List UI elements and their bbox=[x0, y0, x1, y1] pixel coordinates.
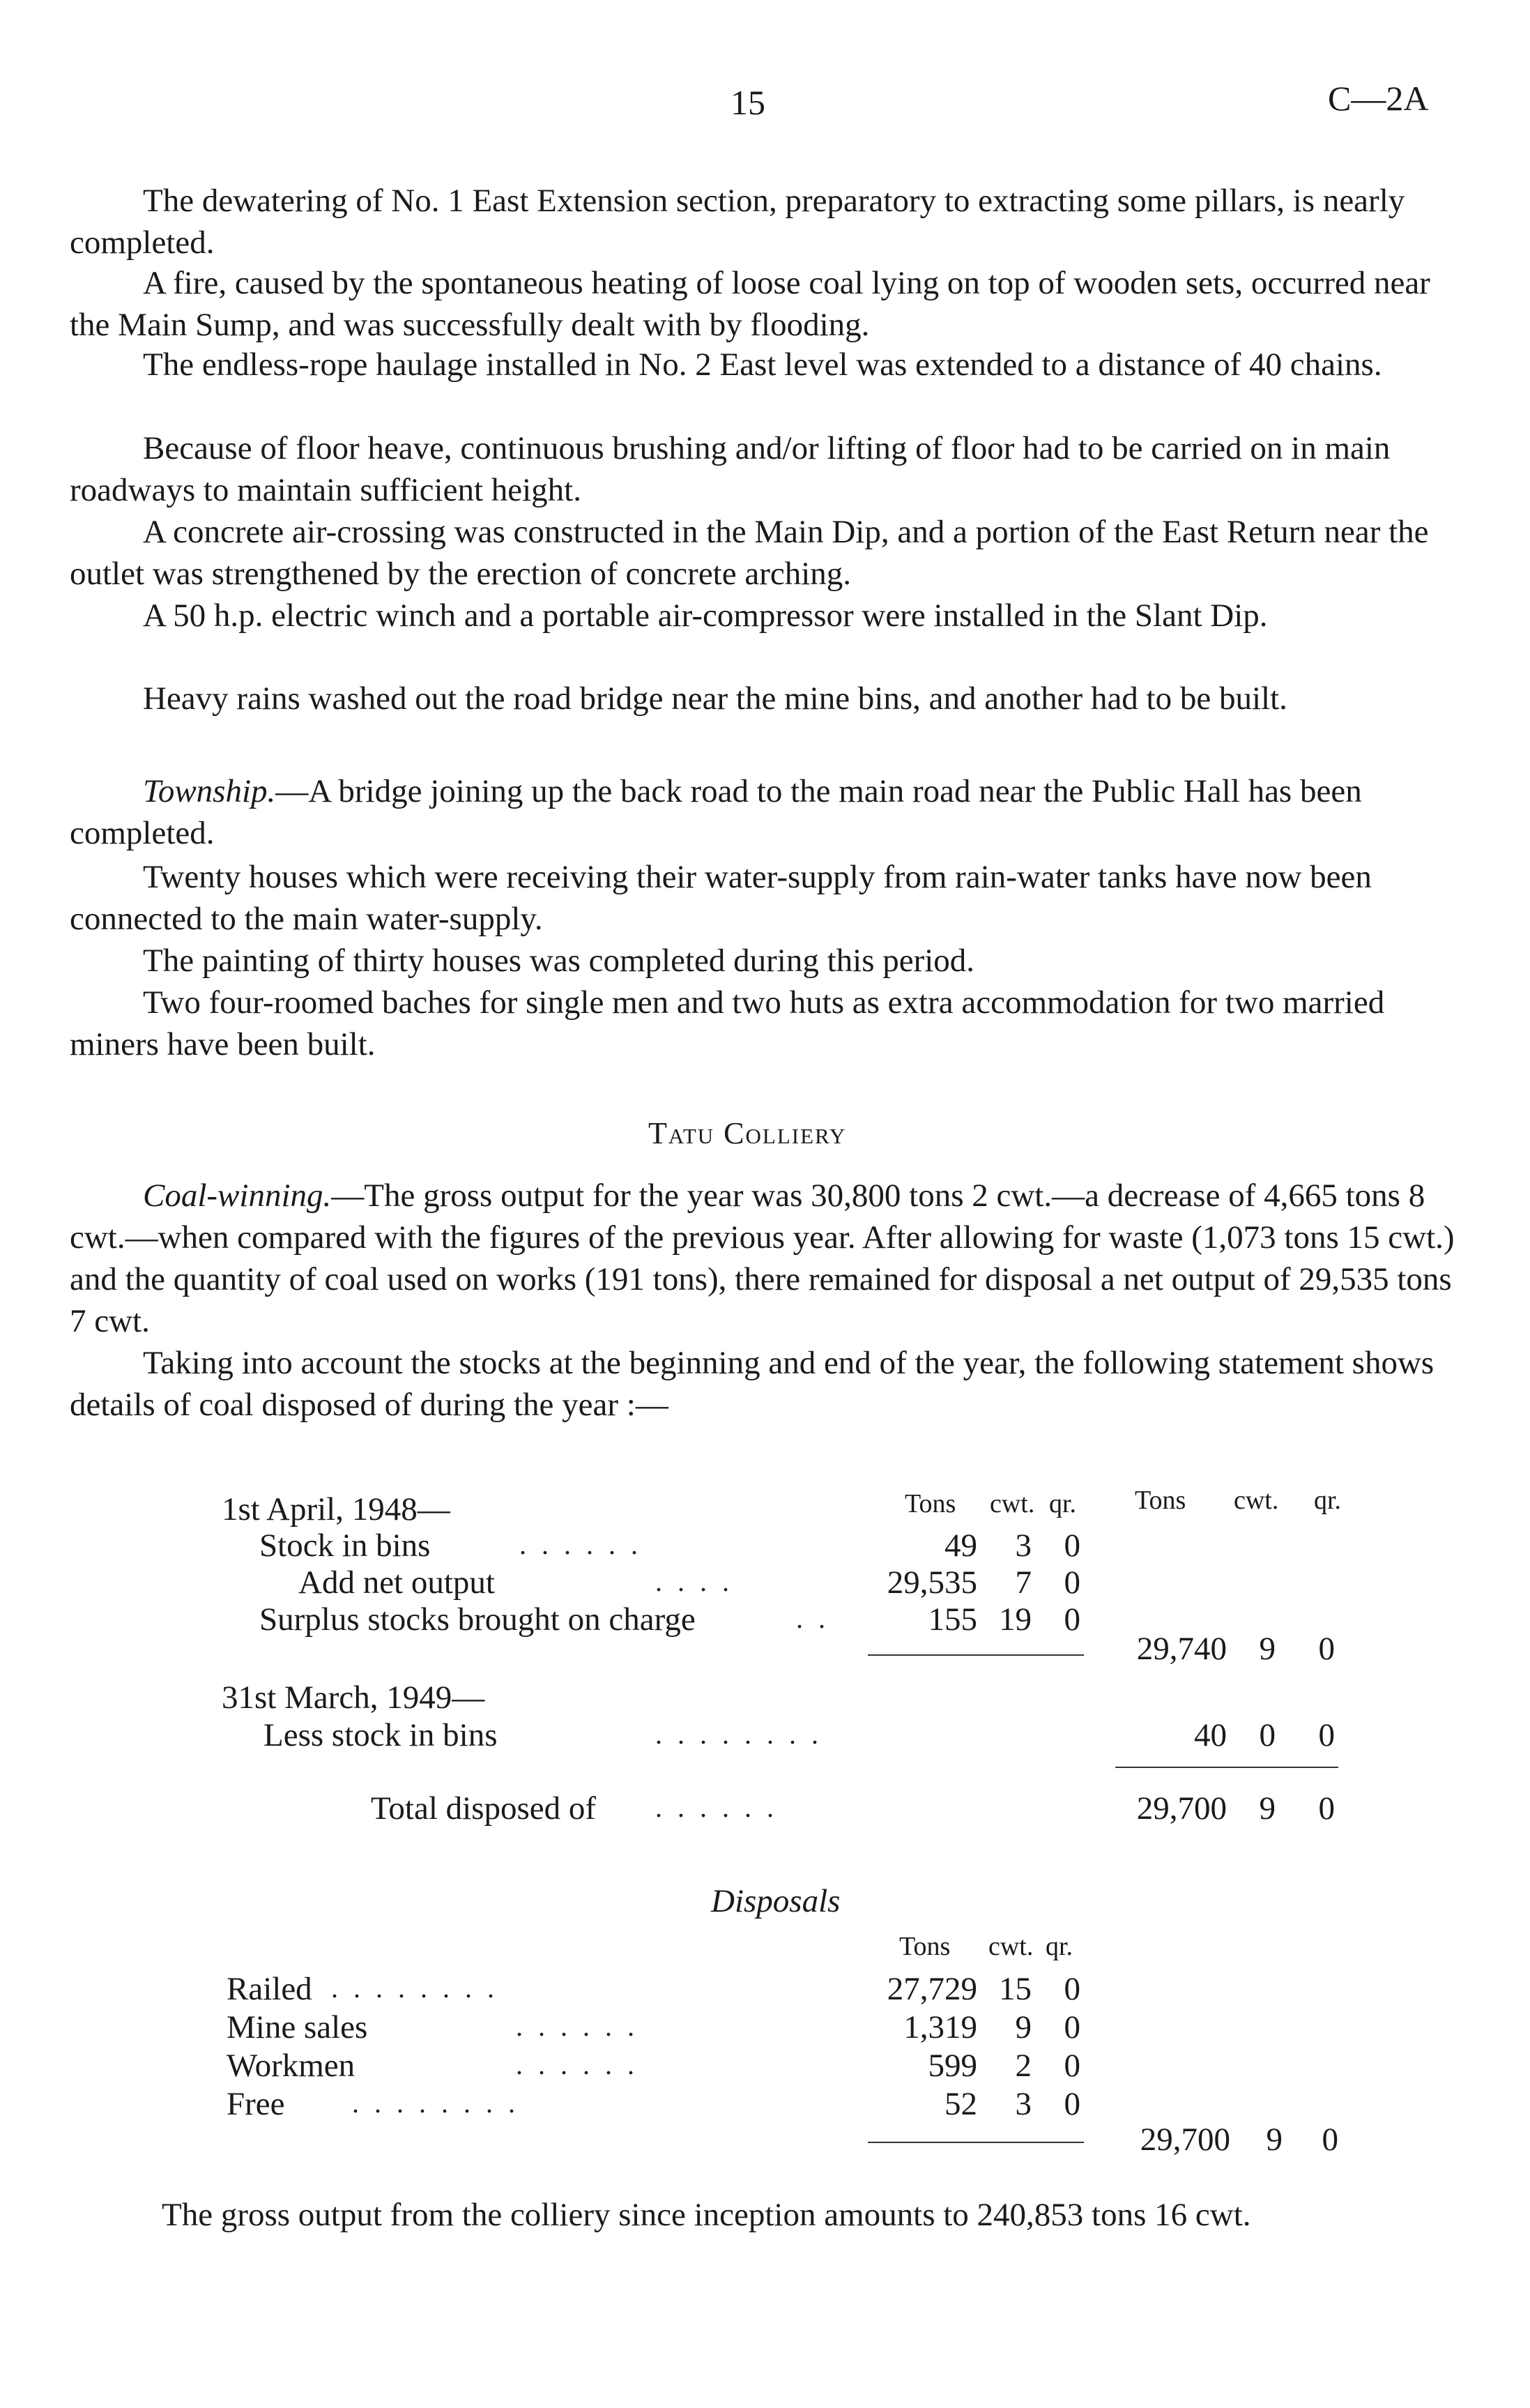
total-rule bbox=[1115, 1767, 1338, 1768]
document-reference: C—2A bbox=[1328, 79, 1429, 118]
paragraph-statement-intro: Taking into account the stocks at the beginning and end of the year, the following statement shows details of coal disposed of during the year :— bbox=[70, 1345, 1435, 1423]
statement-row-cwt: 19 bbox=[999, 1601, 1032, 1638]
paragraph-rains: Heavy rains washed out the road bridge near the mine bins, and another had to be built. bbox=[143, 680, 1287, 717]
disposals-row-cwt: 3 bbox=[1015, 2086, 1032, 2122]
statement-total-tons: 29,700 bbox=[1136, 1790, 1227, 1827]
disposals-total-cwt: 9 bbox=[1266, 2121, 1283, 2158]
statement-less-qr: 0 bbox=[1318, 1717, 1335, 1753]
paragraph-winch: A 50 h.p. electric winch and a portable air-compressor were installed in the Slant Dip. bbox=[143, 597, 1268, 634]
statement-row-qr: 0 bbox=[1064, 1527, 1080, 1564]
statement-total-qr: 0 bbox=[1318, 1790, 1335, 1827]
statement-header-cwt-1: cwt. bbox=[990, 1489, 1035, 1518]
paragraph-water-supply: Twenty houses which were receiving their water-supply from rain-water tanks have now been connected to the main water-supply. bbox=[70, 859, 1372, 937]
statement-row-qr: 0 bbox=[1064, 1601, 1080, 1638]
disposals-total-tons: 29,700 bbox=[1140, 2121, 1230, 2158]
statement-subtotal-qr: 0 bbox=[1318, 1631, 1335, 1667]
leader-dots: . . bbox=[796, 1603, 829, 1634]
statement-header-cwt-2: cwt. bbox=[1234, 1486, 1279, 1515]
disposals-total-qr: 0 bbox=[1322, 2121, 1338, 2158]
statement-less-label: Less stock in bins bbox=[263, 1717, 498, 1753]
paragraph-air-crossing: A concrete air-crossing was constructed in the Main Dip, and a portion of the East Return near the outlet was strengthened by the erection of concrete arching. bbox=[70, 514, 1429, 592]
disposals-header-cwt: cwt. bbox=[988, 1932, 1034, 1961]
statement-row-qr: 0 bbox=[1064, 1564, 1080, 1601]
statement-less-tons: 40 bbox=[1194, 1717, 1227, 1753]
statement-row-cwt: 7 bbox=[1015, 1564, 1032, 1601]
disposals-row-tons: 599 bbox=[928, 2048, 977, 2084]
statement-row-label: Stock in bins bbox=[259, 1527, 431, 1564]
page-number: 15 bbox=[730, 83, 765, 122]
disposals-row-tons: 27,729 bbox=[887, 1971, 977, 2007]
disposals-row-cwt: 2 bbox=[1015, 2048, 1032, 2084]
leader-dots: . . . . . . bbox=[519, 1529, 642, 1560]
paragraph-township bbox=[70, 770, 1464, 854]
statement-row-label: Add net output bbox=[298, 1564, 495, 1601]
disposals-header-qr: qr. bbox=[1046, 1932, 1073, 1961]
paragraph-haulage: The endless-rope haulage installed in No. 2 East level was extended to a distance of 40 chains. bbox=[143, 346, 1382, 383]
disposals-title: Disposals bbox=[711, 1883, 841, 1919]
disposals-row-qr: 0 bbox=[1064, 2009, 1080, 2045]
leader-dots: . . . . bbox=[655, 1566, 733, 1597]
township-label: Township. bbox=[143, 773, 276, 809]
township-text: —A bridge joining up the back road to the main road near the Public Hall has been completed. bbox=[70, 773, 1362, 851]
disposals-header-tons: Tons bbox=[899, 1932, 951, 1961]
statement-total-label: Total disposed of bbox=[371, 1790, 597, 1827]
leader-dots: . . . . . . bbox=[516, 2011, 638, 2042]
disposals-row-label: Railed bbox=[227, 1971, 312, 2007]
statement-row-label: Surplus stocks brought on charge bbox=[259, 1601, 696, 1638]
statement-subtotal-cwt: 9 bbox=[1259, 1631, 1276, 1667]
paragraph-painting: The painting of thirty houses was completed during this period. bbox=[143, 943, 975, 979]
section-title: Tatu Colliery bbox=[648, 1116, 847, 1150]
paragraph-fire: A fire, caused by the spontaneous heating of loose coal lying on top of wooden sets, occurred near the Main Sump, and was successfully dealt with by flooding. bbox=[70, 265, 1430, 343]
statement-header-qr-2: qr. bbox=[1314, 1486, 1342, 1515]
statement-subtotal-tons: 29,740 bbox=[1136, 1631, 1227, 1667]
statement-row-tons: 29,535 bbox=[887, 1564, 977, 1601]
statement-header-qr-1: qr. bbox=[1049, 1489, 1077, 1518]
coal-winning-text: —The gross output for the year was 30,800 tons 2 cwt.—a decrease of 4,665 tons 8 cwt.—when compared with the figures of the previous year. After allowing for waste (1,073 tons 15 cwt.) and the quantity of coal used on works (191 tons), there remained for disposal a net output of 29,535 tons 7 cwt. bbox=[70, 1178, 1455, 1339]
leader-dots: . . . . . . . . bbox=[655, 1719, 823, 1750]
disposals-row-cwt: 15 bbox=[999, 1971, 1032, 2007]
statement-header-tons-2: Tons bbox=[1135, 1486, 1186, 1515]
disposals-row-tons: 52 bbox=[944, 2086, 977, 2122]
leader-dots: . . . . . . bbox=[655, 1792, 778, 1823]
disposals-row-qr: 0 bbox=[1064, 2086, 1080, 2122]
statement-row-tons: 155 bbox=[928, 1601, 977, 1638]
disposals-rule bbox=[868, 2142, 1084, 2143]
disposals-row-qr: 0 bbox=[1064, 2048, 1080, 2084]
disposals-row-tons: 1,319 bbox=[903, 2009, 977, 2045]
leader-dots: . . . . . . . . bbox=[331, 1972, 498, 2004]
paragraph-coal-winning bbox=[70, 1175, 1464, 1342]
statement-total-cwt: 9 bbox=[1259, 1790, 1276, 1827]
disposals-row-label: Free bbox=[227, 2086, 285, 2122]
closing-sentence: The gross output from the colliery since inception amounts to 240,853 tons 16 cwt. bbox=[162, 2197, 1251, 2233]
disposals-row-label: Workmen bbox=[227, 2048, 355, 2084]
leader-dots: . . . . . . . . bbox=[352, 2087, 519, 2119]
statement-row-tons: 49 bbox=[944, 1527, 977, 1564]
paragraph-dewatering: The dewatering of No. 1 East Extension section, preparatory to extracting some pillars, is nearly completed. bbox=[70, 183, 1405, 261]
paragraph-baches: Two four-roomed baches for single men and two huts as extra accommodation for two married miners have been built. bbox=[70, 984, 1385, 1062]
disposals-row-label: Mine sales bbox=[227, 2009, 368, 2045]
paragraph-floor-heave: Because of floor heave, continuous brushing and/or lifting of floor had to be carried on in main roadways to maintain sufficient height. bbox=[70, 430, 1391, 508]
leader-dots: . . . . . . bbox=[516, 2049, 638, 2080]
coal-winning-label: Coal-winning. bbox=[143, 1178, 332, 1214]
statement-less-cwt: 0 bbox=[1259, 1717, 1276, 1753]
disposals-row-cwt: 9 bbox=[1015, 2009, 1032, 2045]
subtotal-rule bbox=[868, 1654, 1084, 1656]
disposals-row-qr: 0 bbox=[1064, 1971, 1080, 2007]
statement-row-cwt: 3 bbox=[1015, 1527, 1032, 1564]
statement-opening-date: 1st April, 1948— bbox=[222, 1491, 450, 1527]
statement-header-tons-1: Tons bbox=[905, 1489, 956, 1518]
statement-closing-date: 31st March, 1949— bbox=[222, 1679, 485, 1716]
